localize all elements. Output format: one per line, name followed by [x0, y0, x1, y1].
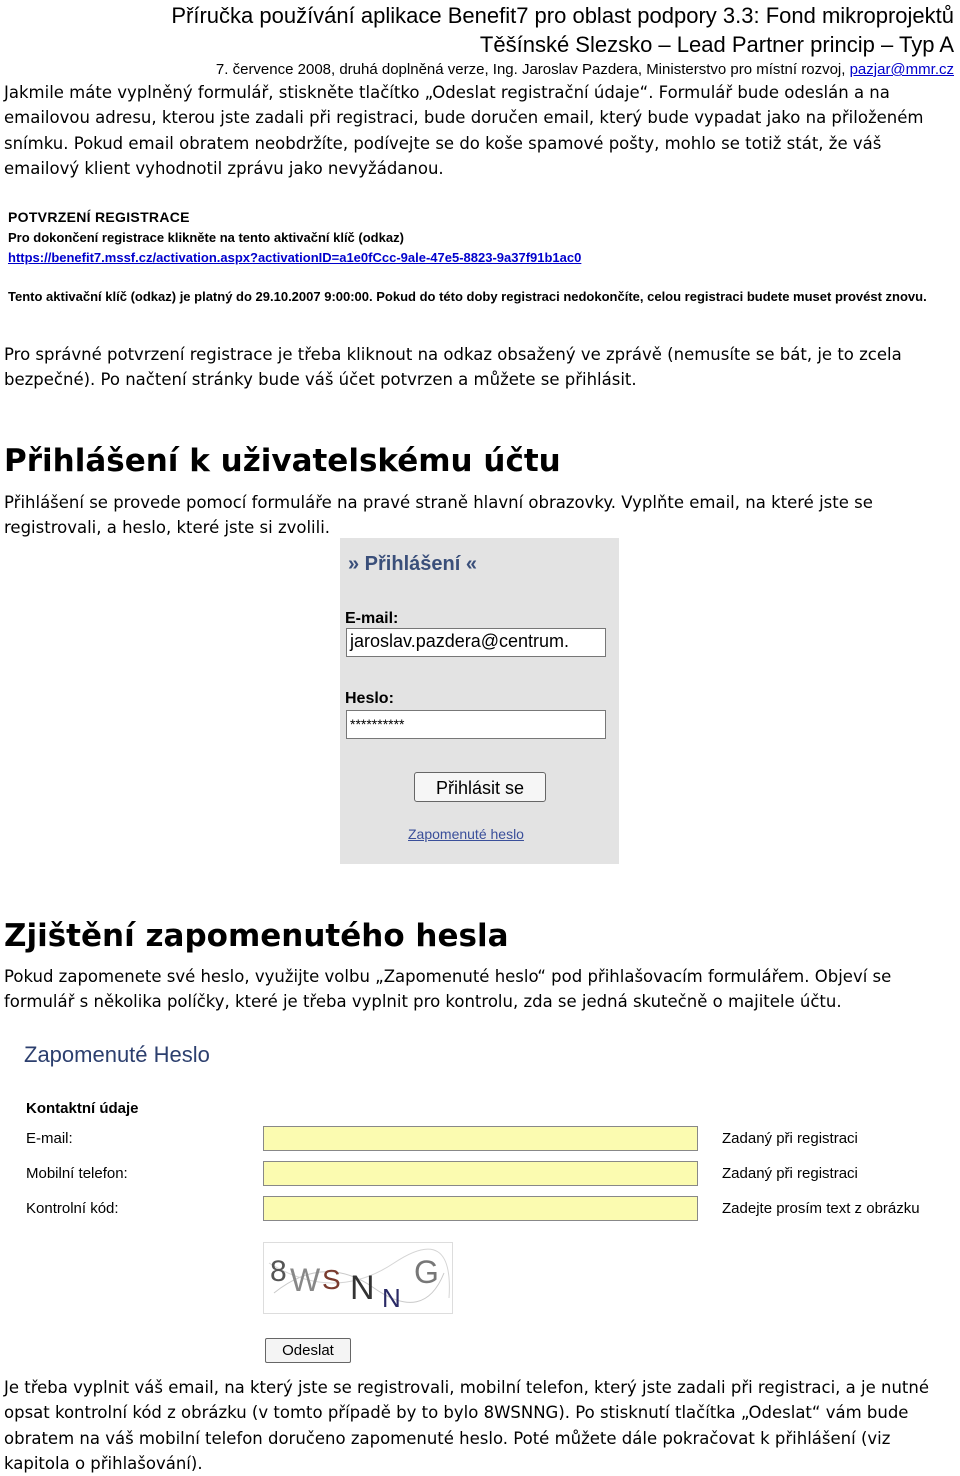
fp-phone-label: Mobilní telefon: [26, 1165, 128, 1182]
activation-link[interactable]: https://benefit7.mssf.cz/activation.aspx?activationID=a1e0fCcc-9ale-47e5-8823-9a37f91b1ac0 [8, 250, 582, 265]
fp-captcha-label: Kontrolní kód: [26, 1200, 119, 1217]
fp-submit-button[interactable]: Odeslat [265, 1338, 351, 1363]
confirm-paragraph: Pro správné potvrzení registrace je třeba kliknout na odkaz obsažený ve zprávě (nemusíte se bát, je to zcela bezpečné). Po načtení stránky bude váš účet potvrzen a můžete se přihlásit. [4, 345, 902, 390]
captcha-char-4: N [350, 1269, 375, 1307]
captcha-char-5: N [382, 1283, 401, 1313]
fp-email-label: E-mail: [26, 1130, 73, 1147]
fp-email-hint: Zadaný při registraci [722, 1130, 858, 1147]
author-email-link[interactable]: pazjar@mmr.cz [849, 61, 954, 78]
login-heading: Přihlášení k uživatelskému účtu [4, 443, 561, 479]
contact-section-label: Kontaktní údaje [26, 1100, 139, 1117]
document-meta [216, 60, 954, 80]
intro-paragraph: Jakmile máte vyplněný formulář, stiskněte tlačítko „Odeslat registrační údaje“. Formulář bude odeslán a na emailovou adresu, kterou jste zadali při registraci, bude doručen email, který bude vypadat jako na přiloženém snímku. Pokud email obratem neobdržíte, podívejte se do koše spamové pošty, mohlo se totiž stát, že váš emailový klient vyhodnotil zprávu jako nevyžádanou. [4, 83, 924, 178]
login-button[interactable]: Přihlásit se [414, 772, 546, 802]
fp-captcha-hint: Zadejte prosím text z obrázku [722, 1200, 920, 1217]
captcha-char-3: S [322, 1264, 341, 1295]
captcha-char-1: 8 [270, 1255, 287, 1288]
email-label: E-mail: [345, 610, 399, 627]
fp-phone-hint: Zadaný při registraci [722, 1165, 858, 1182]
password-input[interactable]: ********** [346, 710, 606, 739]
captcha-image [263, 1242, 453, 1314]
login-box-title: » Přihlášení « [348, 553, 477, 575]
login-box [340, 538, 619, 864]
password-label: Heslo: [345, 690, 394, 707]
document-title: Příručka používání aplikace Benefit7 pro oblast podpory 3.3: Fond mikroprojektů [171, 3, 954, 28]
captcha-char-6: G [414, 1254, 439, 1290]
forgot-form-title: Zapomenuté Heslo [24, 1042, 210, 1067]
forgot-password-link[interactable]: Zapomenuté heslo [408, 826, 524, 842]
forgot-password-form [20, 1042, 960, 1372]
forgot-heading: Zjištění zapomenutého hesla [4, 918, 509, 954]
document-subtitle: Těšínské Slezsko – Lead Partner princip – Typ A [479, 32, 954, 57]
document-meta-text: 7. července 2008, druhá doplněná verze, Ing. Jaroslav Pazdera, Ministerstvo pro místní rozvoj, [215, 61, 850, 78]
email-input[interactable]: jaroslav.pazdera@centrum. [346, 628, 606, 657]
email-title: POTVRZENÍ REGISTRACE [8, 209, 190, 225]
forgot-paragraph: Pokud zapomenete své heslo, využijte volbu „Zapomenuté heslo“ pod přihlašovacím formulářem. Objeví se formulář s několika políčky, které je třeba vyplnit pro kontrolu, zda se jedná skutečně o majitele účtu. [4, 967, 892, 1012]
fp-phone-input[interactable] [263, 1161, 698, 1186]
confirmation-email-image [8, 206, 953, 306]
closing-paragraph: Je třeba vyplnit váš email, na který jste se registrovali, mobilní telefon, který jste zadali při registraci, a je nutné opsat kontrolní kód z obrázku (v tomto případě by to bylo 8WSNNG). Po stisknutí tlačítka „Odeslat“ vám bude obratem na váš mobilní telefon doručeno zapomenuté heslo. Poté můžete dále pokračovat k přihlášení (viz kapitola o přihlašování). [4, 1378, 929, 1473]
login-paragraph: Přihlášení se provede pomocí formuláře na pravé straně hlavní obrazovky. Vyplňte email, na které jste se registrovali, a heslo, které jste si zvolili. [4, 493, 873, 538]
email-validity: Tento aktivační klíč (odkaz) je platný do 29.10.2007 9:00:00. Pokud do této doby registraci nedokončíte, celou registraci budete muset provést znovu. [8, 289, 927, 304]
email-instruction: Pro dokončení registrace klikněte na tento aktivační klíč (odkaz) [8, 230, 404, 245]
fp-captcha-input[interactable] [263, 1196, 698, 1221]
captcha-char-2: W [290, 1262, 321, 1298]
captcha-graphic [264, 1243, 452, 1313]
fp-email-input[interactable] [263, 1126, 698, 1151]
